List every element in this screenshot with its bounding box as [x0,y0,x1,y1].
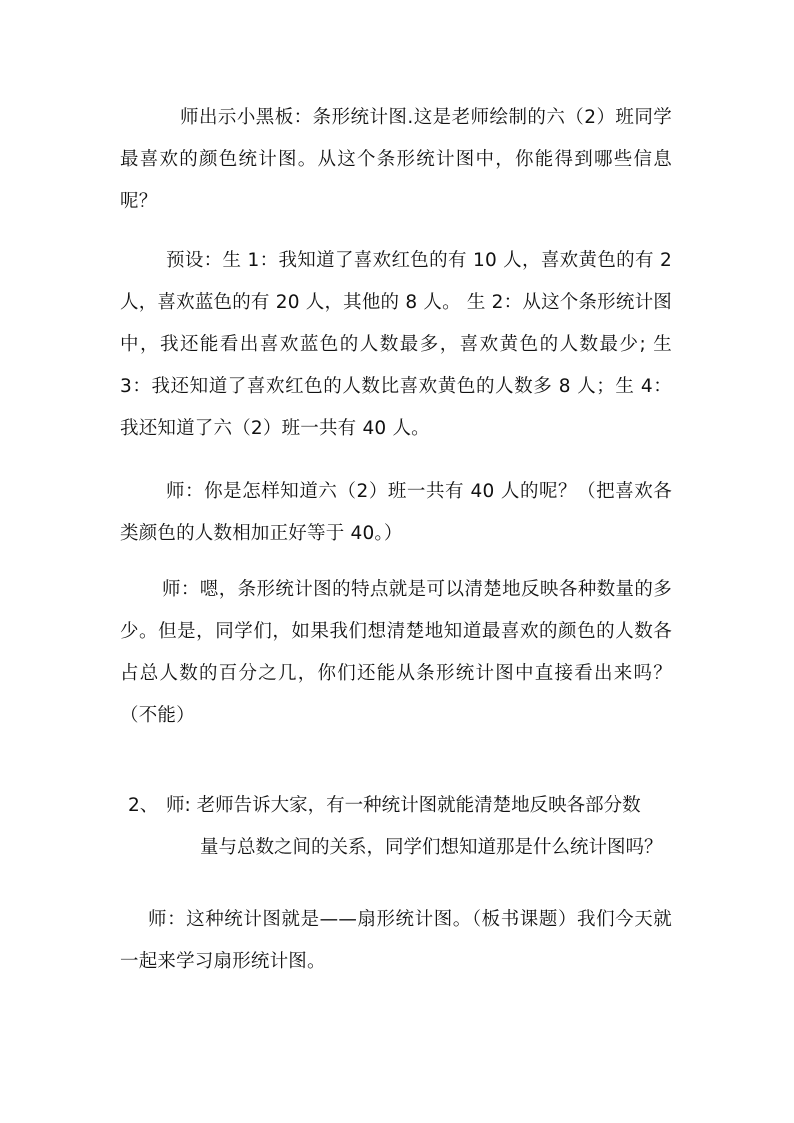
item-number: 2、 [128,795,159,816]
item-body [166,785,666,869]
paragraph-bar-chart-feature: 师：嗯，条形统计图的特点就是可以清楚地反映各种数量的多少。但是，同学们，如果我们想清楚地知道最喜欢的颜色的人数各占总人数的百分之几，你们还能从条形统计图中直接看出来吗？（不能） [120,579,672,726]
paragraph-closing: 师：这种统计图就是——扇形统计图。（板书课题）我们今天就一起来学习扇形统计图。 [120,909,672,972]
item-first-line: 师: 老师告诉大家，有一种统计图就能清楚地反映各部分数 [166,795,641,816]
paragraph-question: 师：你是怎样知道六（2）班一共有 40 人的呢？（把喜欢各类颜色的人数相加正好等于 40。） [120,481,672,544]
item-rest: 量与总数之间的关系，同学们想知道那是什么统计图吗？ [200,837,663,858]
paragraph-intro: 师出示小黑板：条形统计图.这是老师绘制的六（2）班同学最喜欢的颜色统计图。从这个条形统计图中，你能得到哪些信息呢？ [120,107,672,212]
paragraph-presets: 预设：生 1：我知道了喜欢红色的有 10 人，喜欢黄色的有 2 人，喜欢蓝色的有 20 人，其他的 8 人。 生 2：从这个条形统计图中，我还能看出喜欢蓝色的人数最多，喜欢黄色的人数最少; 生 3：我还知道了喜欢红色的人数比喜欢黄色的人数多 8 人；生 4：我还知道了六（2）班一共有 40 人。 [120,250,672,439]
